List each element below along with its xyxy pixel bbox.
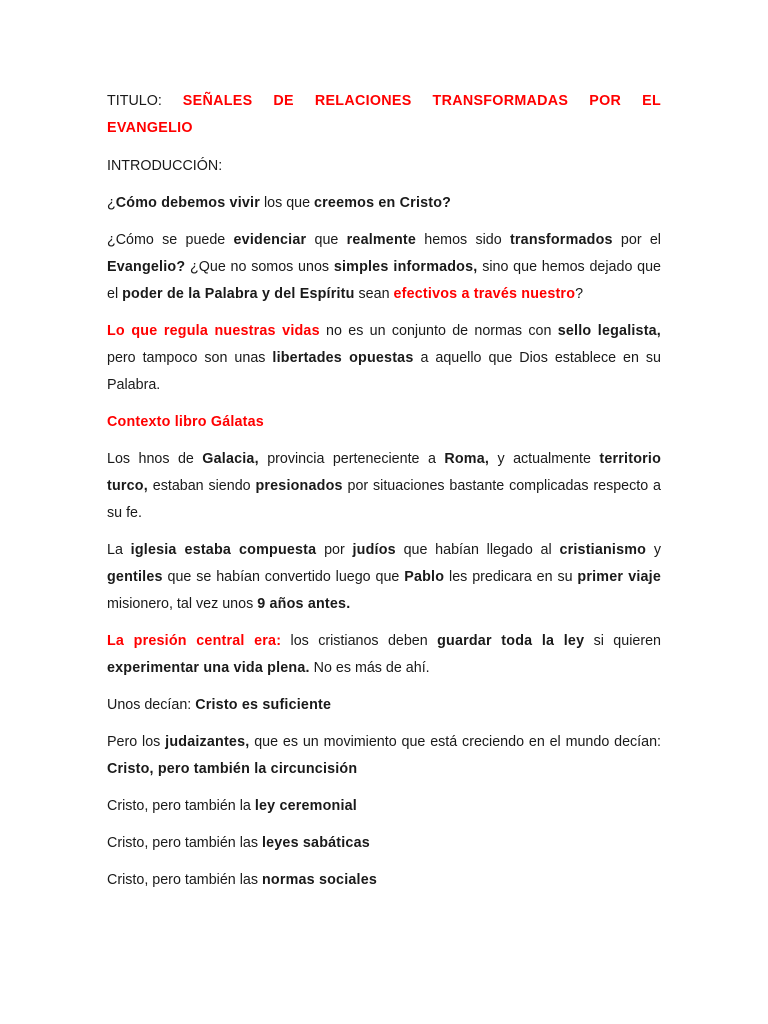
bold-run: ley ceremonial	[254, 798, 357, 814]
title-label: TITULO:	[107, 93, 162, 109]
text-run: ¿Que no somos unos	[185, 259, 334, 275]
bold-run: Cómo debemos vivir	[115, 195, 260, 211]
bold-run: gentiles	[107, 569, 163, 585]
title-word: RELACIONES	[314, 93, 412, 109]
section-heading: Contexto libro Gálatas	[107, 414, 264, 430]
bold-run: evidenciar	[233, 232, 307, 248]
bold-run: realmente	[346, 232, 417, 248]
intro-heading: INTRODUCCIÓN:	[107, 158, 223, 174]
text-run: Cristo, pero también la	[107, 798, 255, 814]
title-word: TRANSFORMADAS	[432, 93, 569, 109]
text-run: sino que hemos dejado que el	[107, 259, 661, 302]
bold-run: experimentar una vida plena.	[107, 660, 310, 676]
title-word: EVANGELIO	[107, 120, 193, 136]
text-run: que habían llegado al	[395, 542, 560, 558]
paragraph-8	[107, 729, 661, 783]
text-run: si quieren	[584, 633, 662, 649]
text-run: los que	[259, 195, 315, 211]
bold-run: iglesia estaba compuesta	[130, 542, 317, 558]
text-run: no es un conjunto de normas con	[319, 323, 558, 339]
title-word: DE	[273, 93, 294, 109]
bold-run: cristianismo	[559, 542, 647, 558]
bold-run: judíos	[352, 542, 396, 558]
text-run: ¿	[107, 195, 116, 211]
bold-run: Roma,	[444, 451, 490, 467]
red-bold-run: La presión central era:	[107, 633, 282, 649]
bold-run: Cristo es suficiente	[195, 697, 332, 713]
title-word: SEÑALES	[182, 93, 253, 109]
text-run: Los hnos de	[107, 451, 203, 467]
bold-run: Cristo, pero también la circuncisión	[107, 761, 358, 777]
bold-run: 9 años antes.	[257, 596, 351, 612]
text-run: y actualmente	[489, 451, 600, 467]
text-run: La	[107, 542, 131, 558]
text-run: por situaciones bastante complicadas respecto a su fe.	[107, 478, 661, 521]
text-run: Pero los	[107, 734, 166, 750]
document-page	[107, 88, 661, 894]
bold-run: judaizantes,	[165, 734, 250, 750]
text-run: Cristo, pero también las	[107, 835, 262, 851]
bold-run: leyes sabáticas	[261, 835, 370, 851]
paragraph-4	[107, 446, 661, 527]
title-line-1	[107, 88, 661, 115]
text-run: a aquello que Dios establece en su Palabra.	[107, 350, 661, 393]
text-run: ?	[575, 286, 584, 302]
paragraph-3	[107, 318, 661, 399]
bold-run: Pablo	[404, 569, 445, 585]
text-run: que se habían convertido luego que	[162, 569, 405, 585]
paragraph-1	[107, 190, 661, 217]
bold-run: creemos en Cristo?	[314, 195, 452, 211]
text-run: ¿Cómo se puede	[107, 232, 234, 248]
text-run: provincia perteneciente a	[258, 451, 445, 467]
bold-run: Galacia,	[202, 451, 259, 467]
bold-run: territorio turco,	[107, 451, 661, 494]
title-line-2	[107, 115, 661, 142]
paragraph-6	[107, 628, 661, 682]
bold-run: poder de la Palabra y del Espíritu	[122, 286, 355, 302]
text-run: No es más de ahí.	[309, 660, 430, 676]
red-bold-run: Lo que regula nuestras vidas	[107, 323, 320, 339]
red-bold-run: efectivos a través nuestro	[393, 286, 576, 302]
paragraph-9	[107, 793, 661, 820]
text-run: Cristo, pero también las	[107, 872, 262, 888]
text-run: Unos decían:	[107, 697, 196, 713]
text-run: y	[646, 542, 662, 558]
text-run: sean	[354, 286, 394, 302]
bold-run: libertades opuestas	[272, 350, 414, 366]
text-run: les predicara en su	[444, 569, 578, 585]
bold-run: primer viaje	[577, 569, 661, 585]
text-run: hemos sido	[416, 232, 510, 248]
title-word: EL	[642, 93, 661, 109]
text-run: que	[306, 232, 347, 248]
paragraph-11	[107, 867, 661, 894]
title-word: POR	[589, 93, 622, 109]
paragraph-10	[107, 830, 661, 857]
text-run: los cristianos deben	[281, 633, 438, 649]
text-run: por	[316, 542, 353, 558]
text-run: estaban siendo	[147, 478, 256, 494]
text-run: por el	[612, 232, 661, 248]
text-run: misionero, tal vez unos	[107, 596, 258, 612]
paragraph-2	[107, 227, 661, 308]
bold-run: presionados	[255, 478, 343, 494]
bold-run: simples informados,	[333, 259, 478, 275]
bold-run: guardar toda la ley	[437, 633, 585, 649]
title-block	[107, 88, 661, 142]
text-run: pero tampoco son unas	[107, 350, 273, 366]
bold-run: transformados	[509, 232, 613, 248]
bold-run: Evangelio?	[107, 259, 186, 275]
bold-run: sello legalista,	[557, 323, 661, 339]
paragraph-7	[107, 692, 661, 719]
text-run: que es un movimiento que está creciendo en el mundo decían:	[249, 734, 662, 750]
paragraph-5	[107, 537, 661, 618]
bold-run: normas sociales	[261, 872, 378, 888]
